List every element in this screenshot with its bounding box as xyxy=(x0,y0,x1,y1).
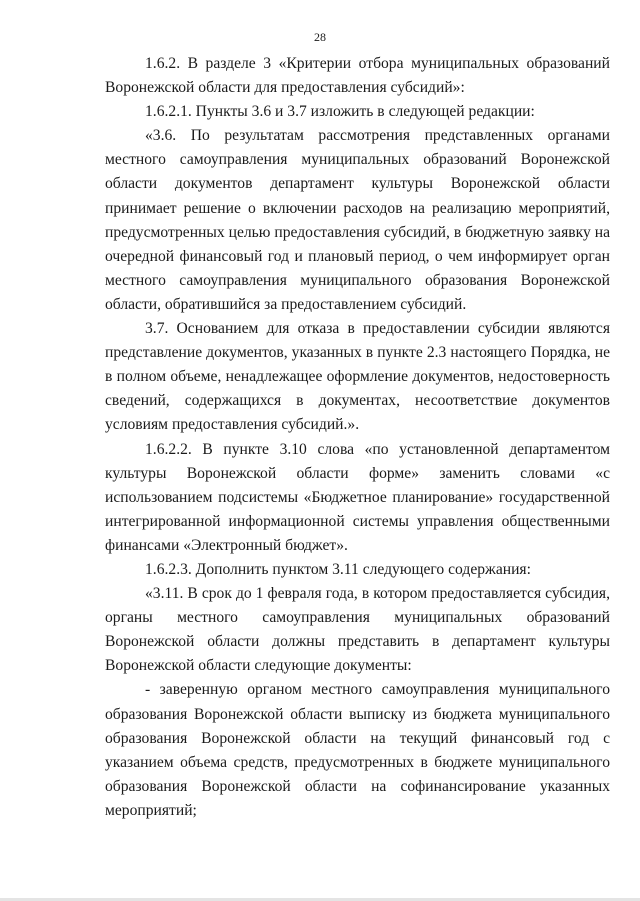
paragraph-list-item: - заверенную органом местного самоуправления муниципального образования Воронежской области выписку из бюджета муниципального образования Воронежской области на текущий финансовый год с указанием объема средств, предусмотренных в бюджете муниципального образования Воронежской области на софинансирование указанных мероприятий; xyxy=(105,681,610,819)
paragraph-1-6-2: 1.6.2. В разделе 3 «Критерии отбора муниципальных образований Воронежской области для предоставления субсидий»: xyxy=(105,55,610,97)
page-number: 28 xyxy=(314,30,326,44)
paragraph-1-6-2-1: 1.6.2.1. Пункты 3.6 и 3.7 изложить в следующей редакции: xyxy=(145,103,535,121)
paragraph-1-6-2-3: 1.6.2.3. Дополнить пунктом 3.11 следующего содержания: xyxy=(145,560,531,578)
paragraph-3-11: «3.11. В срок до 1 февраля года, в котором предоставляется субсидия, органы местного самоуправления муниципальных образований Воронежской области должны представить в департамент культуры Воронежской области следующие документы: xyxy=(105,585,610,675)
document-body xyxy=(105,52,610,823)
paragraph-3-7: 3.7. Основанием для отказа в предоставлении субсидии являются представление документов, указанных в пункте 2.3 настоящего Порядка, не в полном объеме, ненадлежащее оформление документов, недостоверность сведений, содержащихся в документах, несоответствие документов условиям предоставления субсидий.». xyxy=(105,320,610,434)
paragraph-1-6-2-2: 1.6.2.2. В пункте 3.10 слова «по установленной департаментом культуры Воронежской области форме» заменить словами «с использованием подсистемы «Бюджетное планирование» государственной интегрированной информационной системы управления общественными финансами «Электронный бюджет». xyxy=(105,440,610,554)
paragraph-3-6: «3.6. По результатам рассмотрения представленных органами местного самоуправления муниципальных образований Воронежской области документов департамент культуры Воронежской области принимает решение о включении расходов на реализацию мероприятий, предусмотренных целью предоставления субсидий, в бюджетную заявку на очередной финансовый год и плановый период, о чем информирует орган местного самоуправления муниципального образования Воронежской области, обратившийся за предоставлением субсидий. xyxy=(105,127,610,313)
